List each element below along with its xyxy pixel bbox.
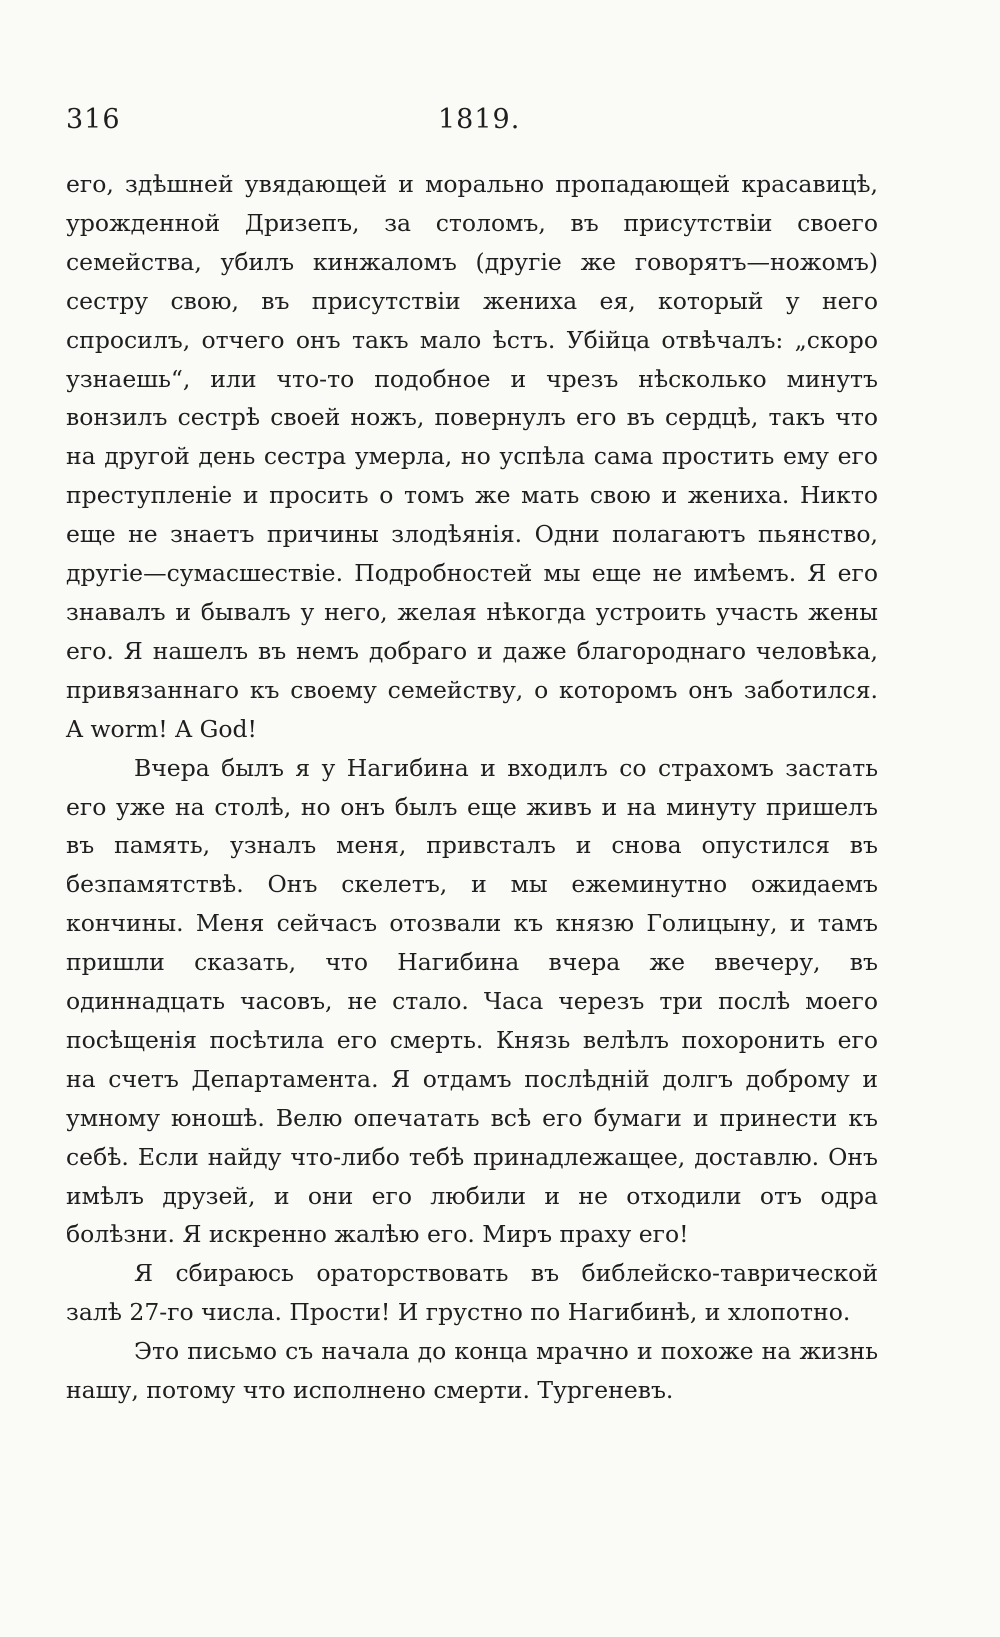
body-text bbox=[66, 165, 878, 1410]
paragraph: Я сбираюсь ораторствовать въ библейско-таврической залѣ 27-го числа. Прости! И грустно по Нагибинѣ, и хлопотно. bbox=[66, 1259, 878, 1327]
page-number: 316 bbox=[66, 104, 121, 135]
paragraph-continued: его, здѣшней увядающей и морально пропадающей красавицѣ, урожденной Дризепъ, за столомъ, въ присутствіи своего семейства, убилъ кинжаломъ (другіе же говорятъ—ножомъ) сестру свою, въ присутствіи жениха ея, который у него спросилъ, отчего онъ такъ мало ѣстъ. Убійца отвѣчалъ: „скоро узнаешь“, или что-то подобное и чрезъ нѣсколько минутъ вонзилъ сестрѣ своей ножъ, повернулъ его въ сердцѣ, такъ что на другой день сестра умерла, но успѣла сама простить ему его преступленіе и просить о томъ же мать свою и жениха. Никто еще не знаетъ причины злодѣянія. Одни полагаютъ пьянство, другіе—сумасшествіе. Подробностей мы еще не имѣемъ. Я его знавалъ и бывалъ у него, желая нѣкогда устроить участь жены его. Я нашелъ въ немъ добраго и даже благороднаго человѣка, привязаннаго къ своему семейству, о которомъ онъ заботился. A worm! A God! bbox=[66, 170, 878, 743]
paragraph: Вчера былъ я у Нагибина и входилъ со страхомъ застать его уже на столѣ, но онъ былъ еще живъ и на минуту пришелъ въ память, узналъ меня, привсталъ и снова опустился въ безпамятствѣ. Онъ скелетъ, и мы ежеминутно ожидаемъ кончины. Меня сейчасъ отозвали къ князю Голицыну, и тамъ пришли сказать, что Нагибина вчера же ввечеру, въ одиннадцать часовъ, не стало. Часа черезъ три послѣ моего посѣщенія посѣтила его смерть. Князь велѣлъ похоронить его на счетъ Департамента. Я отдамъ послѣдній долгъ доброму и умному юношѣ. Велю опечатать всѣ его бумаги и принести къ себѣ. Если найду что-либо тебѣ принадлежащее, доставлю. Онъ имѣлъ друзей, и они его любили и не отходили отъ одра болѣзни. Я искренно жалѣю его. Миръ праху его! bbox=[66, 753, 878, 1249]
running-head-year: 1819. bbox=[438, 104, 521, 135]
page-header bbox=[66, 104, 876, 144]
paragraph: Это письмо съ начала до конца мрачно и похоже на жизнь нашу, потому что исполнено смерти. Тургеневъ. bbox=[66, 1337, 878, 1405]
